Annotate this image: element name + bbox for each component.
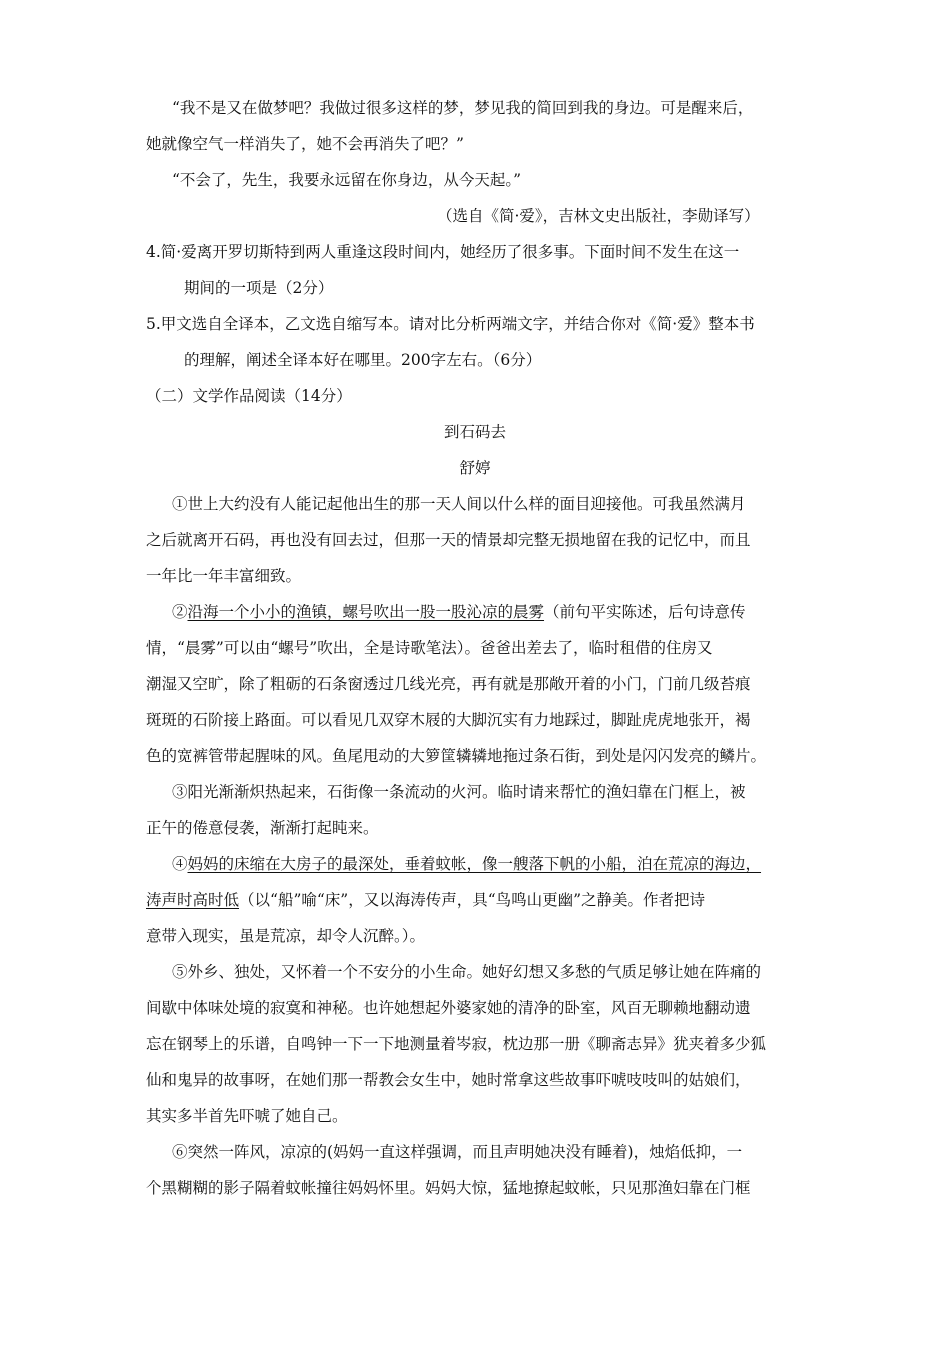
paragraph-marker: ② [172,603,188,621]
question-5-cont: 的理解，阐述全译本好在哪里。200字左右。（6分） [184,351,542,369]
paragraph-line: 一年比一年丰富细致。 [146,567,302,585]
paragraph-line: 色的宽裤管带起腥味的风。鱼尾甩动的大箩筐辚辚地拖过条石街，到处是闪闪发亮的鳞片。 [146,747,767,765]
paragraph-line [172,854,761,874]
paragraph-line: 正午的倦意侵袭，渐渐打起盹来。 [146,819,379,837]
section-heading: （二）文学作品阅读（14分） [146,387,352,405]
paragraph-line: ⑤外乡、独处，又怀着一个不安分的小生命。她好幻想又多愁的气质足够让她在阵痛的 [172,963,762,981]
question-4: 4.简·爱离开罗切斯特到两人重逢这段时间内，她经历了很多事。下面时间不发生在这一 [146,243,740,261]
underlined-sentence: 沿海一个小小的渔镇，螺号吹出一股一股沁凉的晨雾 [187,603,545,621]
paragraph-line: 情，“晨雾”可以由“螺号”吹出，全是诗歌笔法）。爸爸出差去了，临时租借的住房又 [146,639,713,657]
paragraph-line: 意带入现实，虽是荒凉，却令人沉醉。）。 [146,927,426,945]
paragraph-line: 之后就离开石码，再也没有回去过，但那一天的情景却完整无损地留在我的记忆中，而且 [146,531,751,549]
article-title: 到石码去 [443,423,506,441]
annotation: （以“船”喻“床”，又以海涛传声，具“鸟鸣山更幽”之静美。作者把诗 [239,891,706,909]
text-line: 她就像空气一样消失了，她不会再消失了吧？” [146,135,464,153]
underlined-sentence: 妈妈的床缩在大房子的最深处，垂着蚊帐，像一艘落下帆的小船，泊在荒凉的海边， [187,855,762,873]
text-line: “我不是又在做梦吧？我做过很多这样的梦，梦见我的简回到我的身边。可是醒来后， [172,99,754,117]
paragraph-line: 潮湿又空旷，除了粗砺的石条窗透过几线光亮，再有就是那敞开着的小门，门前几级苔痕 [146,675,751,693]
paragraph-line: ③阳光渐渐炽热起来，石街像一条流动的火河。临时请来帮忙的渔妇靠在门框上，被 [172,783,746,801]
article-author: 舒婷 [459,459,491,477]
paragraph-line: 其实多半首先吓唬了她自己。 [146,1107,348,1125]
source-citation: （选自《简·爱》，吉林文史出版社，李勋译写） [437,207,760,225]
paragraph-line: ①世上大约没有人能记起他出生的那一天人间以什么样的面目迎接他。可我虽然满月 [172,495,746,513]
paragraph-line: 仙和鬼异的故事呀，在她们那一帮教会女生中，她时常拿这些故事吓唬吱吱叫的姑娘们， [146,1071,751,1089]
paragraph-line: 间歇中体味处境的寂寞和神秘。也许她想起外婆家她的清净的卧室，风百无聊赖地翻动遗 [146,999,751,1017]
paragraph-line: 个黑糊糊的影子隔着蚊帐撞往妈妈怀里。妈妈大惊，猛地撩起蚊帐，只见那渔妇靠在门框 [146,1179,751,1197]
question-5: 5.甲文选自全译本，乙文选自缩写本。请对比分析两端文字，并结合你对《简·爱》整本书 [146,315,755,333]
paragraph-marker: ④ [172,855,188,873]
paragraph-line: 斑斑的石阶接上路面。可以看见几双穿木屐的大脚沉实有力地踩过，脚趾虎虎地张开，褐 [146,711,751,729]
paragraph-line: 忘在钢琴上的乐谱，自鸣钟一下一下地测量着岑寂，枕边那一册《聊斋志异》犹夹着多少狐 [146,1035,767,1053]
paragraph-line [146,890,705,910]
paragraph-line [172,602,746,622]
question-4-cont: 期间的一项是（2分） [184,279,334,297]
underlined-sentence: 涛声时高时低 [146,891,240,909]
paragraph-line: ⑥突然一阵风，凉凉的(妈妈一直这样强调，而且声明她决没有睡着)，烛焰低抑，一 [172,1143,743,1161]
annotation: （前句平实陈述，后句诗意传 [544,603,746,621]
text-line: “不会了，先生，我要永远留在你身边，从今天起。” [172,171,522,189]
